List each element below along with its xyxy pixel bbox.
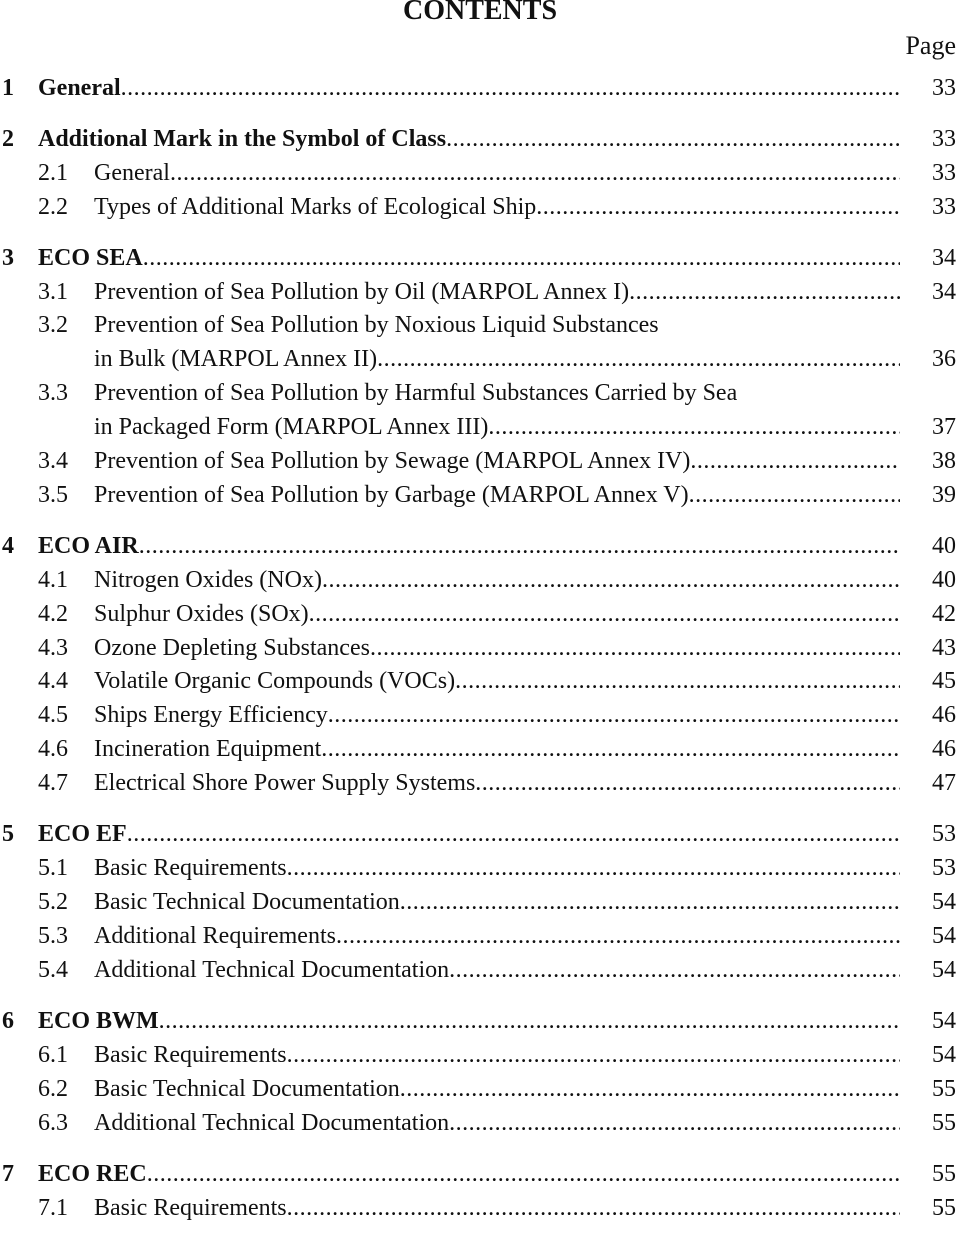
toc-entry-number: 6 (2, 1008, 14, 1034)
toc-entry-title-line (94, 344, 900, 374)
toc-subsection-entry[interactable] (0, 412, 960, 442)
toc-entry-page-number: 38 (932, 448, 956, 474)
dot-leader (449, 955, 900, 985)
toc-entry-number: 2.2 (38, 194, 68, 220)
toc-subsection-entry[interactable] (0, 955, 960, 985)
dot-leader (159, 1006, 900, 1036)
toc-subsection-entry[interactable] (0, 192, 960, 222)
dot-leader (309, 599, 900, 629)
toc-entry-title-line (94, 666, 900, 696)
toc-entry-page-number: 43 (932, 635, 956, 661)
toc-entry-title[interactable]: Prevention of Sea Pollution by Sewage (MARPOL Annex IV) (94, 448, 691, 474)
toc-entry-title-line (38, 73, 900, 103)
toc-entry-title[interactable]: Incineration Equipment (94, 736, 322, 762)
toc-subsection-entry[interactable] (0, 666, 960, 696)
toc-entry-number: 3.4 (38, 448, 68, 474)
toc-entry-title-line (94, 192, 900, 222)
dot-leader (475, 768, 900, 798)
toc-entry-title-line (38, 243, 900, 273)
toc-entry-title-line (38, 1159, 900, 1189)
toc-entry-number: 2 (2, 126, 14, 152)
toc-subsection-entry[interactable] (0, 378, 960, 408)
toc-entry-page-number: 54 (932, 923, 956, 949)
toc-entry-title-line (94, 853, 900, 883)
toc-subsection-entry[interactable] (0, 310, 960, 340)
toc-entry-title[interactable]: Basic Requirements (94, 855, 287, 881)
toc-subsection-entry[interactable] (0, 921, 960, 951)
toc-section-entry[interactable] (0, 819, 960, 849)
toc-entry-title-line (94, 378, 900, 408)
toc-entry-title-line (38, 531, 900, 561)
toc-entry-page-number: 33 (932, 160, 956, 186)
toc-entry-page-number: 55 (932, 1076, 956, 1102)
toc-entry-page-number: 37 (932, 414, 956, 440)
dot-leader (143, 243, 900, 273)
toc-entry-number: 3.1 (38, 279, 68, 305)
dot-leader (690, 446, 900, 476)
toc-entry-number: 5.2 (38, 889, 68, 915)
toc-entry-number: 4.4 (38, 668, 68, 694)
toc-entry-page-number: 54 (932, 1008, 956, 1034)
toc-entry-page-number: 34 (932, 245, 956, 271)
toc-entry-title-line (94, 310, 900, 340)
dot-leader (377, 344, 900, 374)
toc-entry-title-line (38, 1006, 900, 1036)
toc-entry-page-number: 45 (932, 668, 956, 694)
dot-leader (400, 1074, 900, 1104)
toc-section-entry[interactable] (0, 531, 960, 561)
toc-subsection-entry[interactable] (0, 158, 960, 188)
toc-entry-title[interactable]: ECO SEA (38, 245, 143, 271)
toc-entry-number: 3.3 (38, 380, 68, 406)
toc-entry-title-line (94, 887, 900, 917)
toc-entry-title[interactable]: ECO AIR (38, 533, 139, 559)
dot-leader (287, 1040, 900, 1070)
toc-entry-title[interactable]: Electrical Shore Power Supply Systems (94, 770, 476, 796)
toc-subsection-entry[interactable] (0, 599, 960, 629)
toc-entry-title-line (94, 1040, 900, 1070)
toc-entry-number: 5.4 (38, 957, 68, 983)
toc-section-entry[interactable] (0, 124, 960, 154)
dot-leader (400, 887, 900, 917)
toc-section-entry[interactable] (0, 1159, 960, 1189)
toc-entry-title-line (94, 565, 900, 595)
toc-subsection-entry[interactable] (0, 887, 960, 917)
toc-entry-page-number: 53 (932, 821, 956, 847)
toc-entry-number: 4.5 (38, 702, 68, 728)
toc-entry-title-line (94, 921, 900, 951)
toc-entry-number: 4.2 (38, 601, 68, 627)
dot-leader (147, 1159, 900, 1189)
dot-leader (139, 531, 900, 561)
toc-entry-number: 3 (2, 245, 14, 271)
toc-subsection-entry[interactable] (0, 446, 960, 476)
toc-entry-title-line (94, 633, 900, 663)
toc-entry-title-line (94, 412, 900, 442)
toc-entry-number: 4.1 (38, 567, 68, 593)
toc-entry-number: 7 (2, 1161, 14, 1187)
toc-entry-title[interactable]: Basic Requirements (94, 1195, 287, 1221)
toc-entry-page-number: 34 (932, 279, 956, 305)
toc-subsection-entry[interactable] (0, 1108, 960, 1138)
toc-subsection-entry[interactable] (0, 344, 960, 374)
toc-entry-number: 5.3 (38, 923, 68, 949)
toc-section-entry[interactable] (0, 73, 960, 103)
toc-entry-title-line (94, 955, 900, 985)
toc-entry-page-number: 42 (932, 601, 956, 627)
toc-subsection-entry[interactable] (0, 277, 960, 307)
toc-entry-page-number: 40 (932, 533, 956, 559)
toc-entry-page-number: 33 (932, 126, 956, 152)
toc-entry-title[interactable]: Prevention of Sea Pollution by Noxious Liquid Substances (94, 312, 659, 338)
dot-leader (370, 633, 900, 663)
dot-leader (446, 124, 900, 154)
dot-leader (336, 921, 900, 951)
toc-entry-title[interactable]: Additional Mark in the Symbol of Class (38, 126, 447, 152)
page-column-header: Page (905, 31, 956, 60)
toc-entry-title[interactable]: General (94, 160, 170, 186)
toc-entry-title[interactable]: Volatile Organic Compounds (VOCs) (94, 668, 456, 694)
dot-leader (629, 277, 900, 307)
toc-entry-number: 5 (2, 821, 14, 847)
toc-entry-number: 3.2 (38, 312, 68, 338)
toc-subsection-entry[interactable] (0, 853, 960, 883)
toc-entry-title[interactable]: Prevention of Sea Pollution by Oil (MARPOL Annex I) (94, 279, 630, 305)
dot-leader (328, 700, 900, 730)
toc-entry-page-number: 55 (932, 1161, 956, 1187)
toc-entry-title-line (94, 700, 900, 730)
toc-entry-title-line (94, 480, 900, 510)
toc-entry-number: 2.1 (38, 160, 68, 186)
dot-leader (449, 1108, 900, 1138)
toc-entry-title-line (38, 124, 900, 154)
toc-entry-title[interactable]: Prevention of Sea Pollution by Garbage (MARPOL Annex V) (94, 482, 689, 508)
toc-subsection-entry[interactable] (0, 1074, 960, 1104)
toc-entry-page-number: 47 (932, 770, 956, 796)
toc-entry-title-line (94, 158, 900, 188)
toc-entry-page-number: 55 (932, 1195, 956, 1221)
dot-leader (322, 565, 900, 595)
toc-entry-page-number: 33 (932, 194, 956, 220)
toc-entry-title[interactable]: Additional Technical Documentation (94, 1110, 450, 1136)
dot-leader (536, 192, 900, 222)
toc-section-entry[interactable] (0, 1006, 960, 1036)
toc-entry-title[interactable]: in Packaged Form (MARPOL Annex III) (94, 414, 489, 440)
toc-entry-title[interactable]: ECO BWM (38, 1008, 159, 1034)
toc-entry-title[interactable]: Ships Energy Efficiency (94, 702, 328, 728)
toc-subsection-entry[interactable] (0, 1040, 960, 1070)
toc-entry-page-number: 40 (932, 567, 956, 593)
toc-entry-page-number: 54 (932, 1042, 956, 1068)
dot-leader (689, 480, 900, 510)
toc-entry-page-number: 54 (932, 957, 956, 983)
toc-subsection-entry[interactable] (0, 480, 960, 510)
dot-leader (170, 158, 900, 188)
toc-entry-number: 4.6 (38, 736, 68, 762)
toc-entry-title-line (94, 1108, 900, 1138)
toc-entry-number: 3.5 (38, 482, 68, 508)
toc-entry-title[interactable]: ECO REC (38, 1161, 147, 1187)
toc-entry-title-line (38, 819, 900, 849)
toc-entry-title-line (94, 277, 900, 307)
toc-entry-title[interactable]: Sulphur Oxides (SOx) (94, 601, 309, 627)
toc-entry-page-number: 36 (932, 346, 956, 372)
toc-entry-title-line (94, 446, 900, 476)
toc-subsection-entry[interactable] (0, 565, 960, 595)
toc-entry-title[interactable]: Additional Requirements (94, 923, 336, 949)
toc-entry-title[interactable]: Ozone Depleting Substances (94, 635, 370, 661)
dot-leader (455, 666, 900, 696)
toc-entry-title-line (94, 1193, 900, 1223)
toc-entry-title-line (94, 768, 900, 798)
toc-entry-title[interactable]: Additional Technical Documentation (94, 957, 450, 983)
toc-entry-title[interactable]: Prevention of Sea Pollution by Harmful Substances Carried by Sea (94, 380, 738, 406)
toc-entry-number: 4.3 (38, 635, 68, 661)
toc-subsection-entry[interactable] (0, 1193, 960, 1223)
toc-entry-title[interactable]: Nitrogen Oxides (NOx) (94, 567, 322, 593)
toc-entry-number: 6.1 (38, 1042, 68, 1068)
toc-entry-number: 5.1 (38, 855, 68, 881)
dot-leader (488, 412, 900, 442)
dot-leader (287, 853, 900, 883)
toc-entry-title[interactable]: in Bulk (MARPOL Annex II) (94, 346, 378, 372)
toc-section-entry[interactable] (0, 243, 960, 273)
toc-subsection-entry[interactable] (0, 734, 960, 764)
toc-entry-title-line (94, 734, 900, 764)
toc-entry-title[interactable]: Types of Additional Marks of Ecological Ship (94, 194, 537, 220)
toc-entry-number: 6.3 (38, 1110, 68, 1136)
toc-subsection-entry[interactable] (0, 768, 960, 798)
toc-entry-title[interactable]: Basic Technical Documentation (94, 1076, 400, 1102)
toc-entry-page-number: 46 (932, 736, 956, 762)
dot-leader (287, 1193, 900, 1223)
page-title: CONTENTS (402, 0, 558, 26)
toc-entry-number: 1 (2, 75, 14, 101)
toc-entry-title[interactable]: ECO EF (38, 821, 127, 847)
toc-subsection-entry[interactable] (0, 700, 960, 730)
toc-entry-title[interactable]: General (38, 75, 121, 101)
toc-entry-page-number: 55 (932, 1110, 956, 1136)
toc-entry-number: 7.1 (38, 1195, 68, 1221)
dot-leader (127, 819, 900, 849)
toc-entry-number: 6.2 (38, 1076, 68, 1102)
toc-entry-number: 4 (2, 533, 14, 559)
toc-entry-page-number: 33 (932, 75, 956, 101)
toc-entry-title[interactable]: Basic Technical Documentation (94, 889, 400, 915)
toc-entry-title-line (94, 1074, 900, 1104)
toc-entry-title[interactable]: Basic Requirements (94, 1042, 287, 1068)
toc-entry-title-line (94, 599, 900, 629)
toc-entry-page-number: 39 (932, 482, 956, 508)
toc-entry-number: 4.7 (38, 770, 68, 796)
dot-leader (321, 734, 900, 764)
toc-entry-page-number: 54 (932, 889, 956, 915)
toc-entry-page-number: 53 (932, 855, 956, 881)
toc-subsection-entry[interactable] (0, 633, 960, 663)
toc-entry-page-number: 46 (932, 702, 956, 728)
dot-leader (121, 73, 900, 103)
